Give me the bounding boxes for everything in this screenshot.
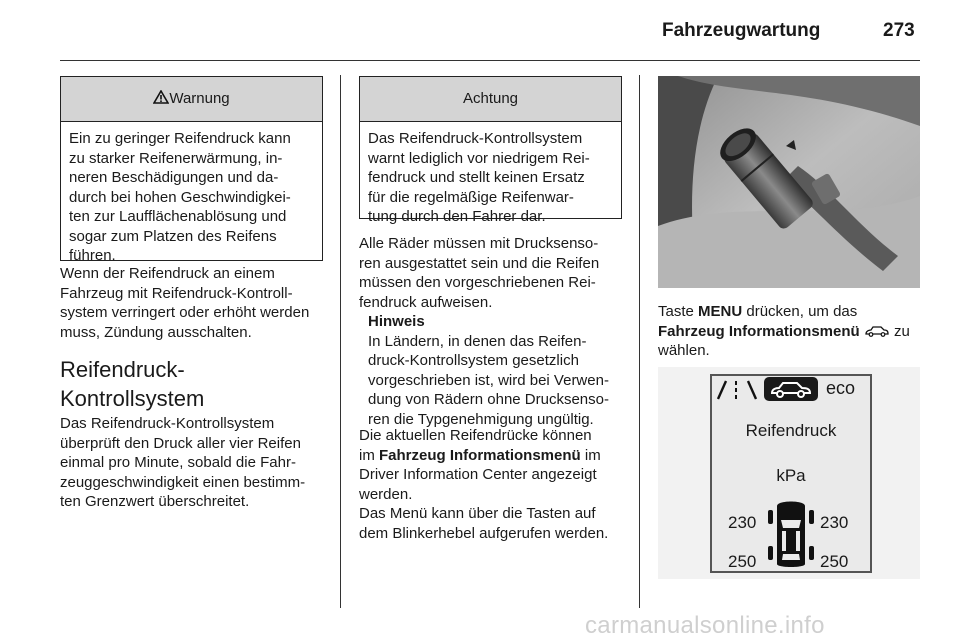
text-run: im [359, 446, 379, 464]
display-top-bar [712, 376, 870, 404]
heading-line: Reifendruck- [60, 357, 185, 382]
text-line: ten Grenzwert überschreitet. [60, 493, 250, 510]
display-unit: kPa [776, 466, 806, 485]
text-line: zeuggeschwindigkeit einen bestimm- [60, 473, 306, 491]
text-run: zu [889, 322, 910, 340]
text-line: fendruck und stellt keinen Ersatz [368, 169, 585, 186]
warning-box-header [61, 77, 322, 122]
text-line: system verringert oder erhöht werden [60, 304, 310, 321]
text-line: muss, Zündung ausschalten. [60, 323, 252, 341]
tire-status-icon [714, 377, 768, 403]
text-line: neren Beschädigungen und da- [69, 169, 279, 186]
menu-access-paragraph [359, 504, 608, 543]
front-right-pressure: 230 [820, 513, 849, 532]
page-header [0, 20, 960, 50]
text-line: sogar zum Platzen des Reifens [69, 227, 277, 245]
section-paragraph [60, 414, 305, 512]
text-line: Das Menü kann über die Tasten auf [359, 505, 596, 522]
menu-name-bold: Fahrzeug Informationsmenü [658, 322, 860, 340]
text-line: fendruck aufweisen. [359, 293, 493, 311]
driver-info-display [710, 374, 872, 573]
menu-instruction-paragraph [658, 302, 910, 361]
caution-heading: Achtung [360, 77, 621, 122]
section-heading [60, 355, 204, 413]
text-line: ten zur Laufflächenablösung und [69, 208, 287, 225]
text-line: ren ausgestattet sein und die Reifen [359, 254, 600, 272]
text-line: Die aktuellen Reifendrücke können [359, 427, 592, 444]
warning-box [60, 76, 323, 264]
text-line: dung von Rädern ohne Drucksenso- [368, 391, 609, 408]
text-line: Alle Räder müssen mit Drucksenso- [359, 235, 599, 252]
text-line [359, 446, 601, 466]
tpms-intro-paragraph [60, 264, 309, 342]
note-heading: Hinweis [368, 313, 425, 330]
text-line: zu starker Reifenerwärmung, in- [69, 149, 283, 167]
text-line: Wenn der Reifendruck an einem [60, 265, 275, 282]
tire-pressure-display-figure [658, 367, 920, 579]
front-left-pressure: 230 [728, 513, 757, 532]
warning-triangle-icon [153, 90, 169, 104]
text-line: führen. [69, 247, 116, 264]
text-line [658, 322, 910, 342]
sensor-paragraph [359, 234, 599, 312]
caution-text [360, 122, 621, 234]
rear-left-pressure: 250 [728, 552, 757, 571]
column-divider-right [639, 75, 640, 608]
text-line: einmal pro Minute, sobald die Fahr- [60, 454, 296, 471]
page-title: Fahrzeugwartung [662, 20, 821, 41]
text-line [658, 302, 910, 322]
text-run: drücken, um das [742, 303, 858, 320]
text-line: überprüft den Druck aller vier Reifen [60, 434, 301, 452]
eco-label: eco [826, 378, 856, 398]
text-line: vorgeschrieben ist, wird bei Verwen- [368, 371, 609, 389]
text-line: ren die Typgenehmigung ungültig. [368, 410, 594, 428]
menu-name-bold: Fahrzeug Informationsmenü [379, 446, 581, 464]
car-icon [864, 325, 890, 337]
warning-heading: Warnung [169, 90, 230, 107]
text-line: warnt lediglich vor niedrigem Rei- [368, 149, 590, 167]
selected-car-tab [764, 377, 818, 401]
header-rule [60, 60, 920, 61]
caution-box [359, 76, 622, 225]
display-title: Reifendruck [745, 421, 837, 440]
text-line: tung durch den Fahrer dar. [368, 208, 546, 225]
note-block [368, 312, 609, 429]
page-number: 273 [883, 20, 915, 41]
text-line: durch bei hohen Geschwindigkei- [69, 188, 291, 206]
column-divider-left [340, 75, 341, 608]
text-line: Driver Information Center angezeigt [359, 466, 597, 483]
text-line: müssen den vorgeschriebenen Rei- [359, 274, 596, 291]
text-line: druck-Kontrollsystem gesetzlich [368, 352, 579, 369]
text-line: dem Blinkerhebel aufgerufen werden. [359, 524, 609, 542]
menu-key-bold: MENU [698, 303, 743, 320]
text-line: wählen. [658, 342, 710, 359]
text-line: Ein zu geringer Reifendruck kann [69, 130, 291, 147]
text-run: im [580, 446, 601, 464]
car-icon [769, 380, 813, 398]
text-run: Taste [658, 303, 699, 320]
text-line: Fahrzeug mit Reifendruck-Kontroll- [60, 284, 293, 302]
car-top-view-icon [764, 498, 818, 570]
text-line: Das Reifendruck-Kontrollsystem [368, 130, 583, 147]
turn-signal-lever-photo [658, 76, 920, 288]
text-line: für die regelmäßige Reifenwar- [368, 188, 574, 206]
warning-text [61, 122, 322, 273]
text-line: Das Reifendruck-Kontrollsystem [60, 415, 275, 432]
rear-right-pressure: 250 [820, 552, 849, 571]
heading-line: Kontrollsystem [60, 386, 205, 411]
watermark: carmanualsonline.info [585, 612, 825, 639]
text-line: In Ländern, in denen das Reifen- [368, 332, 587, 350]
display-paragraph [359, 426, 601, 504]
text-line: werden. [359, 485, 413, 503]
